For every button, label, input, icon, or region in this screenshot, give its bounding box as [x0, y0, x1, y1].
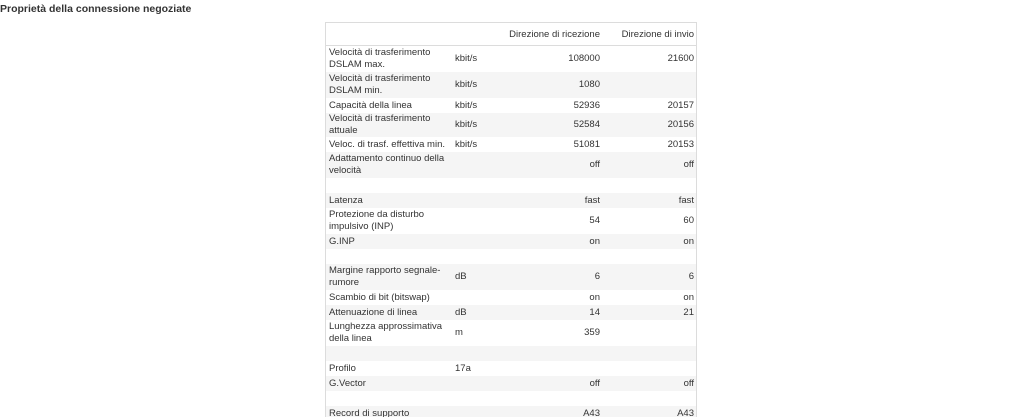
row-label: Velocità di trasferimento DSLAM max.	[326, 46, 451, 73]
row-send-value: 20157	[602, 98, 697, 113]
header-send-direction: Direzione di invio	[602, 23, 697, 46]
row-send-value	[602, 72, 697, 98]
table-row	[326, 361, 697, 376]
row-label: Attenuazione di linea	[326, 305, 451, 320]
row-unit: dB	[451, 305, 501, 320]
table-row	[326, 305, 697, 320]
table-row	[326, 98, 697, 113]
row-label: Latenza	[326, 193, 451, 208]
row-unit: kbit/s	[451, 137, 501, 152]
row-label: Velocità di trasferimento DSLAM min.	[326, 72, 451, 98]
row-send-value: on	[602, 290, 697, 305]
row-label: Protezione da disturbo impulsivo (INP)	[326, 208, 451, 234]
row-receive-value: 1080	[501, 72, 602, 98]
row-label: Velocità di trasferimento attuale	[326, 113, 451, 137]
row-receive-value: 14	[501, 305, 602, 320]
row-send-value	[602, 320, 697, 346]
table-row	[326, 320, 697, 346]
row-unit	[451, 208, 501, 234]
table-row	[326, 234, 697, 249]
spacer-row	[326, 346, 697, 361]
row-send-value: fast	[602, 193, 697, 208]
row-send-value: 20156	[602, 113, 697, 137]
table-row	[326, 113, 697, 137]
row-unit	[451, 152, 501, 178]
row-label: G.INP	[326, 234, 451, 249]
row-receive-value: 359	[501, 320, 602, 346]
row-unit	[451, 376, 501, 391]
table-row	[326, 376, 697, 391]
row-receive-value: on	[501, 290, 602, 305]
row-receive-value: 52584	[501, 113, 602, 137]
row-receive-value: 51081	[501, 137, 602, 152]
row-unit	[451, 193, 501, 208]
row-label: Adattamento continuo della velocità	[326, 152, 451, 178]
row-label: Record di supporto	[326, 406, 451, 417]
header-receive-direction: Direzione di ricezione	[501, 23, 602, 46]
row-unit: 17a	[451, 361, 501, 376]
spacer-cell	[326, 346, 697, 361]
table-row	[326, 137, 697, 152]
row-receive-value: 108000	[501, 46, 602, 73]
row-receive-value: off	[501, 152, 602, 178]
row-label: Margine rapporto segnale-rumore	[326, 264, 451, 290]
table-row	[326, 264, 697, 290]
row-send-value: A43	[602, 406, 697, 417]
row-label: G.Vector	[326, 376, 451, 391]
row-send-value: off	[602, 376, 697, 391]
table-header-row	[326, 23, 697, 46]
row-unit: kbit/s	[451, 113, 501, 137]
row-send-value: off	[602, 152, 697, 178]
row-receive-value	[501, 361, 602, 376]
table-row	[326, 208, 697, 234]
row-receive-value: on	[501, 234, 602, 249]
table-row	[326, 290, 697, 305]
row-label: Capacità della linea	[326, 98, 451, 113]
table-body	[326, 46, 697, 417]
row-unit: kbit/s	[451, 46, 501, 73]
row-unit: kbit/s	[451, 72, 501, 98]
row-receive-value: A43	[501, 406, 602, 417]
table-row	[326, 72, 697, 98]
row-send-value: 21	[602, 305, 697, 320]
spacer-cell	[326, 249, 697, 264]
spacer-cell	[326, 391, 697, 406]
row-label: Scambio di bit (bitswap)	[326, 290, 451, 305]
row-receive-value: fast	[501, 193, 602, 208]
row-send-value: on	[602, 234, 697, 249]
row-send-value: 20153	[602, 137, 697, 152]
row-receive-value: 54	[501, 208, 602, 234]
row-label: Veloc. di trasf. effettiva min.	[326, 137, 451, 152]
table-row	[326, 46, 697, 73]
row-unit: m	[451, 320, 501, 346]
connection-properties-table	[326, 23, 697, 417]
table-row	[326, 193, 697, 208]
row-send-value	[602, 361, 697, 376]
section-title: Proprietà della connessione negoziate	[0, 3, 191, 15]
spacer-row	[326, 178, 697, 193]
row-receive-value: off	[501, 376, 602, 391]
row-unit: kbit/s	[451, 98, 501, 113]
row-unit	[451, 290, 501, 305]
row-receive-value: 52936	[501, 98, 602, 113]
header-unit	[451, 23, 501, 46]
table-row	[326, 152, 697, 178]
spacer-row	[326, 249, 697, 264]
row-label: Lunghezza approssimativa della linea	[326, 320, 451, 346]
row-unit	[451, 234, 501, 249]
row-label: Profilo	[326, 361, 451, 376]
row-unit: dB	[451, 264, 501, 290]
row-send-value: 60	[602, 208, 697, 234]
row-send-value: 21600	[602, 46, 697, 73]
spacer-cell	[326, 178, 697, 193]
row-send-value: 6	[602, 264, 697, 290]
connection-properties-panel	[325, 22, 697, 417]
header-label	[326, 23, 451, 46]
row-receive-value: 6	[501, 264, 602, 290]
spacer-row	[326, 391, 697, 406]
